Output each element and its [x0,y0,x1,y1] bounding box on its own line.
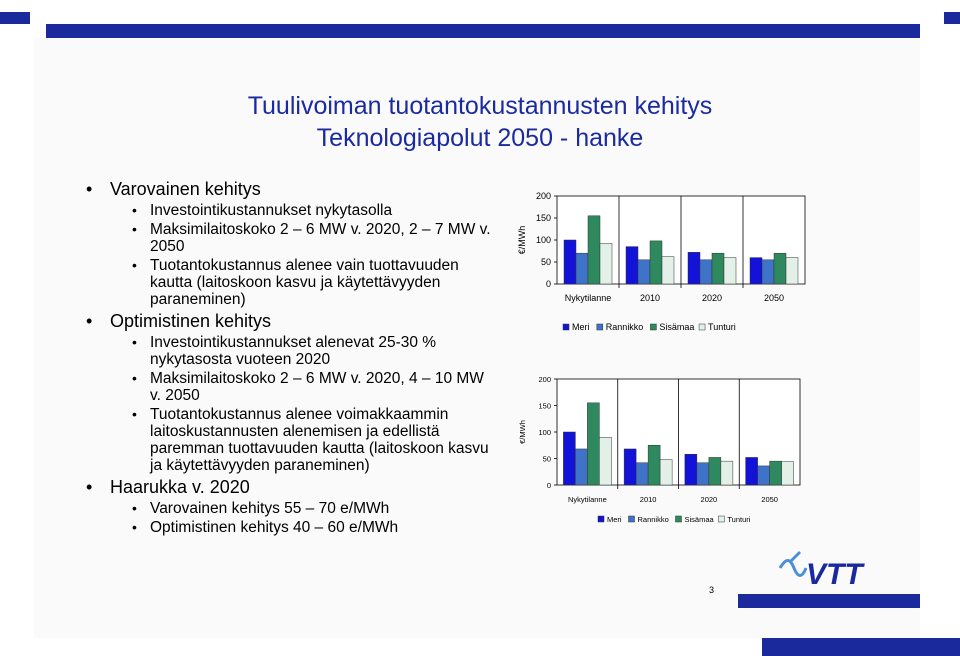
y-tick-label: 50 [542,454,551,464]
y-tick-label: 200 [535,191,551,201]
legend-swatch [718,516,724,522]
legend-swatch [676,516,682,522]
bar [662,257,674,284]
legend-label: Sisämaa [684,515,714,524]
bottom-right-bar [762,638,960,656]
legend-swatch [598,516,604,522]
bottom-bar [738,594,920,608]
bar [638,260,650,284]
bullet-item: • Maksimilaitoskoko 2 – 6 MW v. 2020, 2 – 7 MW v. 2050 [86,221,496,255]
bullet-item: • Tuotantokustannus alenee voimakkaammin laitoskustannusten alenemisen ja edellistä paremman tuottavuuden kautta (laitoskoon kasvu ja käytettävyyden paraneminen) [86,406,496,474]
slide-title: Tuulivoiman tuotantokustannusten kehitys [247,92,713,120]
legend-label: Rannikko [637,515,669,524]
bar [700,260,712,284]
legend-label: Tunturi [727,515,751,524]
x-tick-label: Nykytilanne [564,293,612,303]
bar [770,461,782,485]
legend-label: Tunturi [708,322,736,332]
bar [588,216,600,284]
bar [762,260,774,284]
y-tick-label: 0 [545,279,551,289]
bar [750,258,762,284]
bar [786,258,798,284]
x-tick-label: 2010 [639,293,661,303]
legend-label: Meri [572,322,590,332]
x-tick-label: Nykytilanne [567,495,607,504]
bar [624,449,636,485]
bar [688,252,700,284]
bullet-heading: • Haarukka v. 2020 [86,477,496,498]
bullet-item: • Investointikustannukset alenevat 25-30 % nykytasosta vuoteen 2020 [86,334,496,368]
legend-swatch [597,324,603,330]
legend-label: Sisämaa [659,322,695,332]
bar [599,437,611,485]
bar [650,241,662,284]
x-tick-label: 2020 [701,293,723,303]
y-tick-label: 200 [538,375,551,384]
bar [685,454,697,485]
legend-swatch [699,324,705,330]
bullet-item: • Optimistinen kehitys 40 – 60 e/MWh [86,519,496,536]
y-tick-label: 100 [538,428,551,437]
bar [587,403,599,485]
legend-swatch [629,516,635,522]
y-tick-label: 150 [535,213,551,223]
x-tick-label: 2010 [639,495,657,504]
bar [712,253,724,284]
bar [697,463,709,485]
y-tick-label: 100 [535,235,551,245]
bar [575,449,587,485]
bar [660,460,672,485]
page-number: 3 [709,585,715,595]
x-tick-label: 2050 [761,495,778,504]
y-tick-label: 0 [546,481,551,490]
bar [758,466,770,485]
legend-label: Rannikko [605,322,644,332]
bar [774,253,786,284]
bullet-item: • Tuotantokustannus alenee vain tuottavuuden kautta (laitoskoon kasvu ja käytettävyyden paraneminen) [86,257,496,308]
bullet-item: • Varovainen kehitys 55 – 70 e/MWh [86,500,496,517]
bar [600,244,612,284]
bar [709,457,721,485]
logo-text: VTT [806,558,863,590]
bar [782,462,794,485]
bar [648,445,660,485]
legend-label: Meri [607,515,622,524]
x-tick-label: 2020 [700,495,718,504]
legend-swatch [563,324,569,330]
bar [746,457,758,485]
legend-swatch [650,324,656,330]
y-tick-label: 50 [540,257,551,267]
y-tick-label: 150 [538,401,551,411]
bar [563,432,575,485]
bar [576,253,588,284]
bar [636,463,648,485]
bullet-heading: • Optimistinen kehitys [86,311,496,332]
bullet-heading: • Varovainen kehitys [86,179,496,200]
y-axis-label: €/MWh [517,225,527,255]
y-axis-label: €/MWh [518,420,527,444]
bar [564,240,576,284]
bar [626,247,638,284]
x-tick-label: 2050 [763,293,785,303]
bullet-item: • Maksimilaitoskoko 2 – 6 MW v. 2020, 4 – 10 MW v. 2050 [86,370,496,404]
vtt-logo [776,548,886,590]
slide-subtitle: Teknologiapolut 2050 - hanke [316,124,644,152]
bullet-item: • Investointikustannukset nykytasolla [86,202,496,219]
bar [724,258,736,284]
bar [721,461,733,485]
